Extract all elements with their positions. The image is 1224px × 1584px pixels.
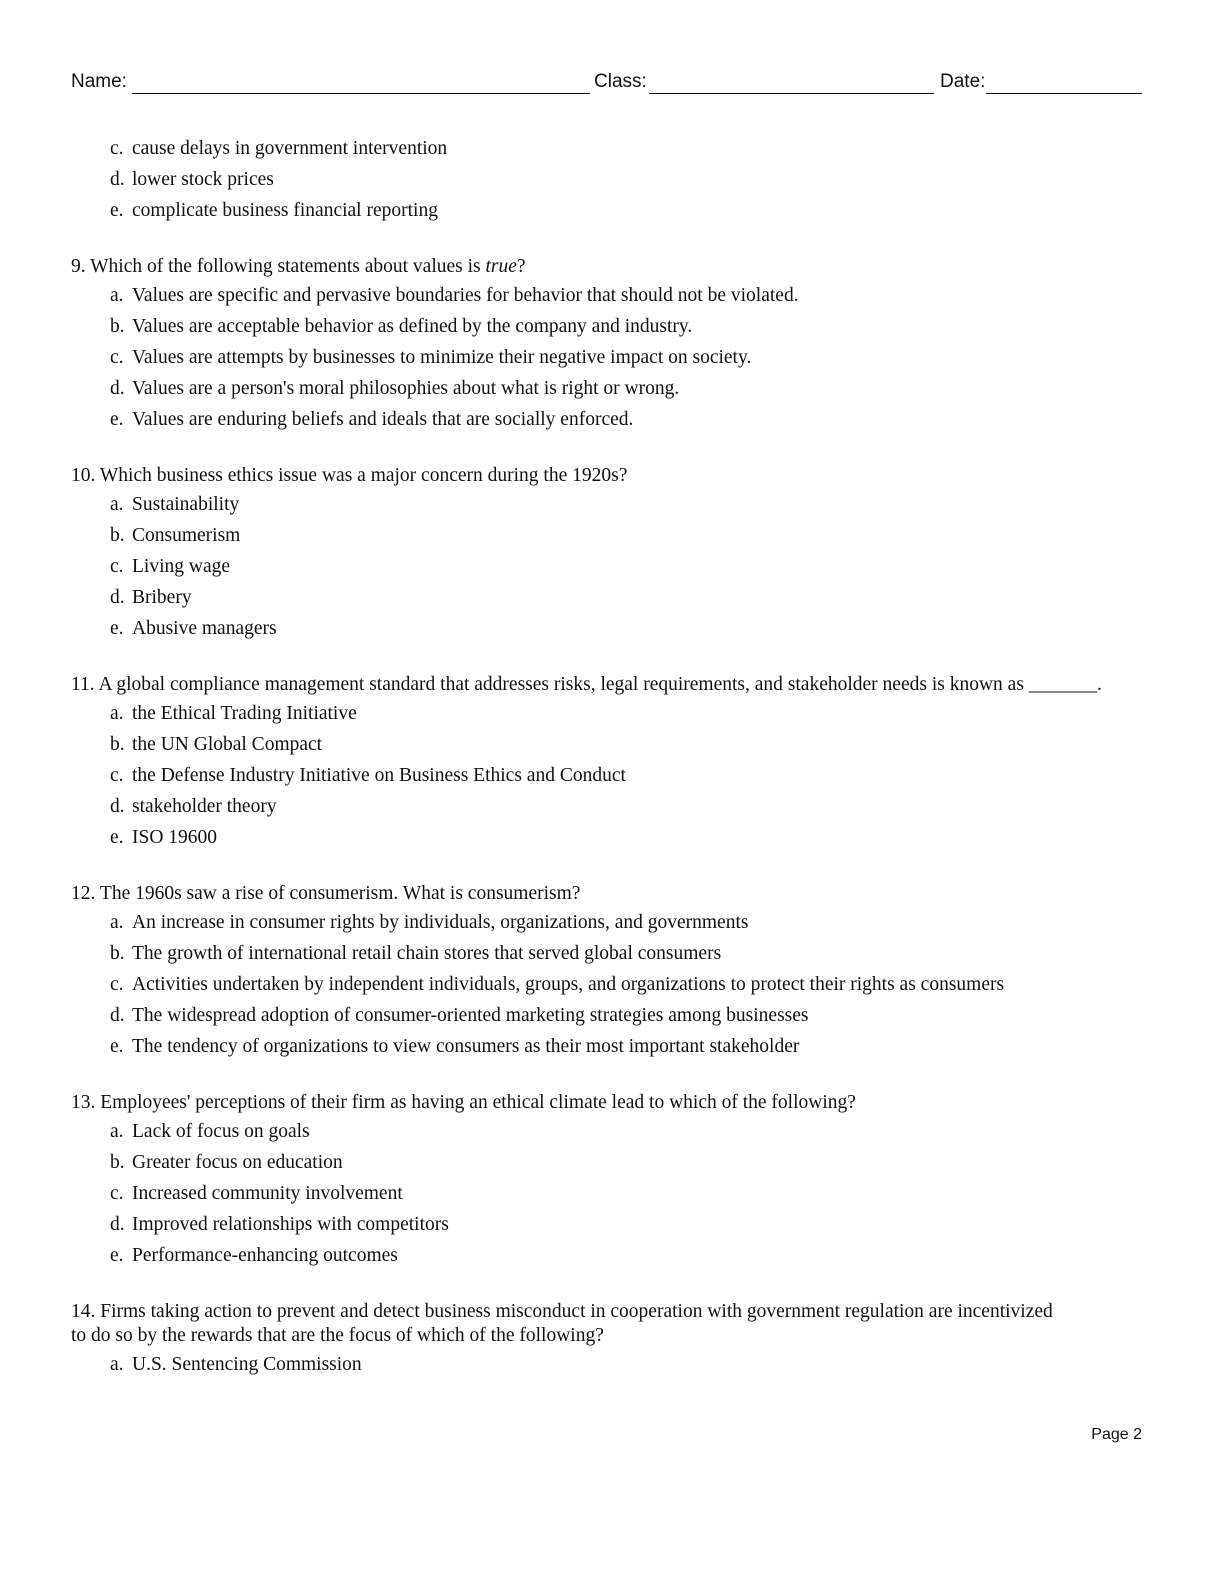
option: a. Lack of focus on goals	[110, 1121, 310, 1142]
question-11	[71, 673, 1146, 850]
continued-options	[71, 137, 1146, 223]
option: b. The growth of international retail chain stores that served global consumers	[110, 943, 722, 964]
date-line	[986, 93, 1142, 94]
question-10	[71, 464, 1146, 641]
question-stem: 13. Employees' perceptions of their firm as having an ethical climate lead to which of the following?	[71, 1092, 856, 1113]
option: a. the Ethical Trading Initiative	[110, 703, 357, 724]
question-9	[71, 255, 1146, 432]
option: b. the UN Global Compact	[110, 734, 323, 755]
option: b. Values are acceptable behavior as defined by the company and industry.	[110, 316, 693, 337]
option: a. An increase in consumer rights by individuals, organizations, and governments	[110, 912, 749, 933]
option: c. the Defense Industry Initiative on Business Ethics and Conduct	[110, 765, 626, 786]
option: a. Values are specific and pervasive boundaries for behavior that should not be violated.	[110, 285, 799, 306]
option: c. Values are attempts by businesses to minimize their negative impact on society.	[110, 347, 752, 368]
option: c. Activities undertaken by independent individuals, groups, and organizations to protect their rights as consumers	[110, 974, 1005, 995]
option: a. Sustainability	[110, 494, 240, 515]
date-label: Date:	[940, 71, 986, 92]
name-label: Name:	[71, 71, 127, 92]
option: d. lower stock prices	[110, 169, 274, 190]
option: c. cause delays in government intervention	[110, 138, 448, 159]
option: e. Values are enduring beliefs and ideals that are socially enforced.	[110, 409, 634, 430]
option: d. The widespread adoption of consumer-oriented marketing strategies among businesses	[110, 1005, 809, 1026]
class-line	[649, 93, 934, 94]
option: e. Abusive managers	[110, 618, 277, 639]
option: c. Living wage	[110, 556, 231, 577]
option: b. Greater focus on education	[110, 1152, 343, 1173]
option: d. Bribery	[110, 587, 192, 608]
option: c. Increased community involvement	[110, 1183, 403, 1204]
option: b. Consumerism	[110, 525, 241, 546]
option: e. Performance-enhancing outcomes	[110, 1245, 398, 1266]
question-12	[71, 882, 1146, 1059]
class-label: Class:	[594, 71, 647, 92]
question-14	[71, 1300, 1146, 1377]
question-list	[71, 137, 1146, 1409]
option: a. U.S. Sentencing Commission	[110, 1354, 362, 1375]
option: e. ISO 19600	[110, 827, 218, 848]
name-line	[132, 93, 590, 94]
question-stem: 11. A global compliance management standard that addresses risks, legal requirements, and stakeholder needs is known as _______.	[71, 674, 1102, 695]
question-13	[71, 1091, 1146, 1268]
option: d. Improved relationships with competitors	[110, 1214, 449, 1235]
header-fields	[71, 71, 1142, 97]
question-stem: 12. The 1960s saw a rise of consumerism. What is consumerism?	[71, 883, 581, 904]
question-stem: 14. Firms taking action to prevent and detect business misconduct in cooperation with government regulation are incentivized to do so by the rewards that are the focus of which of the following?	[71, 1301, 1053, 1346]
option: d. stakeholder theory	[110, 796, 277, 817]
question-stem: 9. Which of the following statements about values is true?	[71, 256, 526, 277]
page-number: Page 2	[1091, 1426, 1142, 1443]
question-stem: 10. Which business ethics issue was a major concern during the 1920s?	[71, 465, 628, 486]
option: d. Values are a person's moral philosophies about what is right or wrong.	[110, 378, 680, 399]
option: e. complicate business financial reporting	[110, 200, 438, 221]
option: e. The tendency of organizations to view consumers as their most important stakeholder	[110, 1036, 800, 1057]
